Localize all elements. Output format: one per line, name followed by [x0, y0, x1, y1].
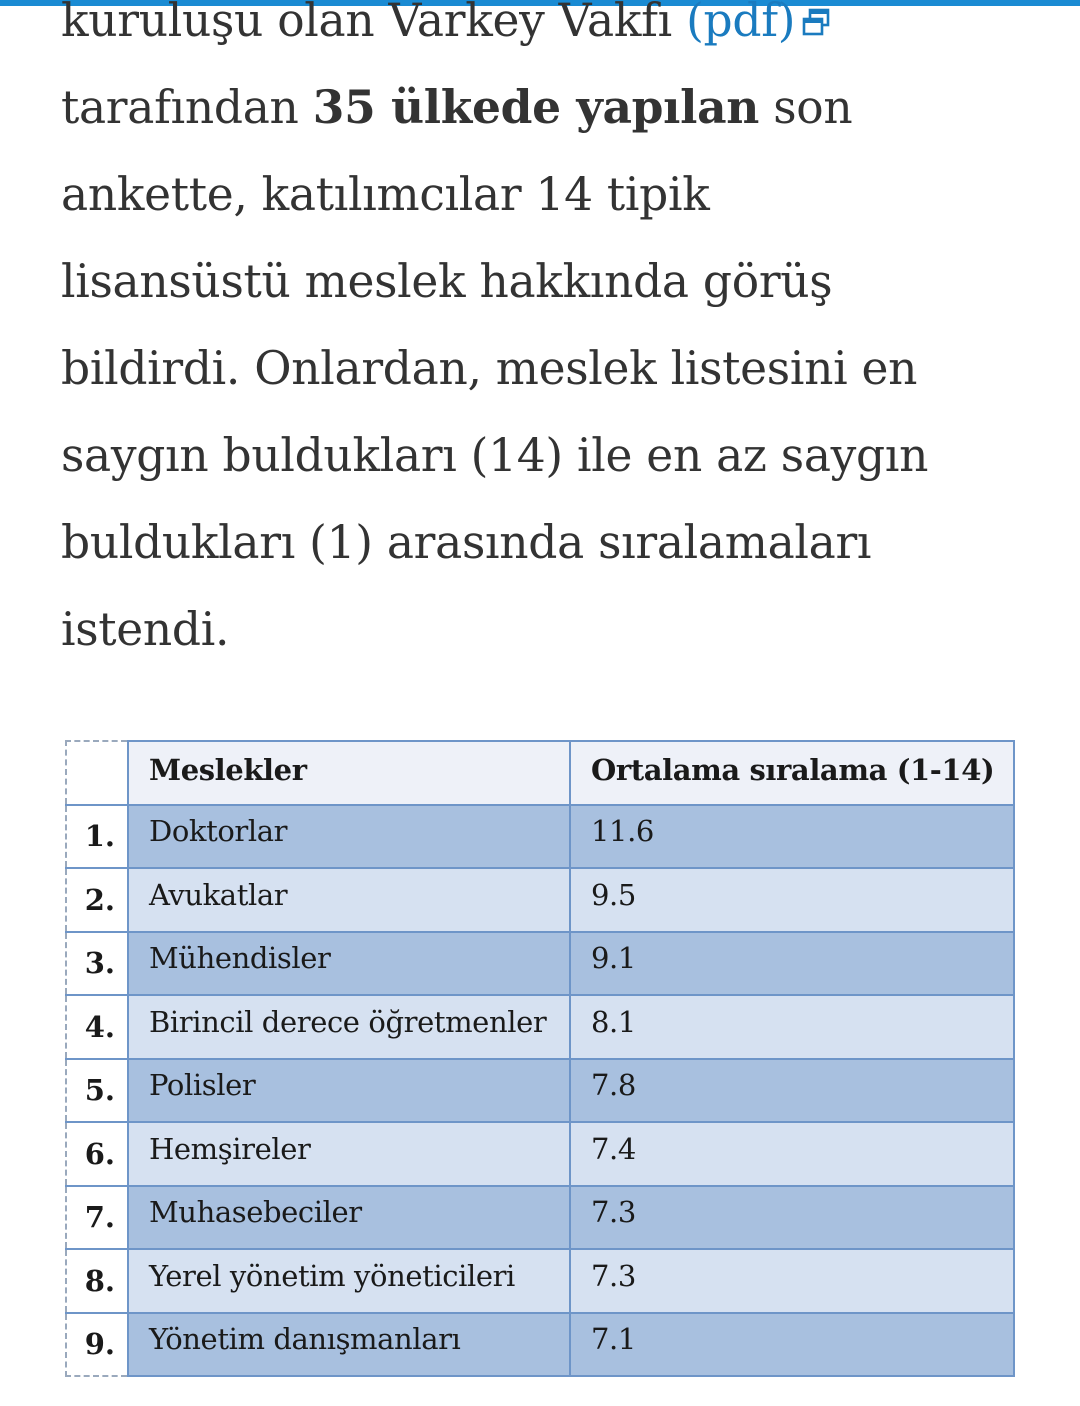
article-text-line-6: saygın buldukları (14) ile en az saygın [61, 429, 929, 482]
pdf-link-label: (pdf) [686, 0, 796, 47]
article-text-line-2-post: son [759, 81, 853, 134]
row-profession: Muhasebeciler [128, 1186, 570, 1250]
row-profession: Doktorlar [128, 805, 570, 869]
article-paragraph [61, 0, 1051, 673]
header-profession: Meslekler [128, 741, 570, 805]
row-number: 6. [66, 1122, 128, 1186]
row-average-rank: 9.1 [570, 932, 1014, 996]
table-row [66, 932, 1014, 996]
article-body [61, 0, 1051, 673]
pdf-link[interactable] [686, 0, 831, 47]
profession-ranking-image[interactable] [65, 740, 1013, 1377]
external-link-icon [801, 7, 831, 37]
table-header-row [66, 741, 1014, 805]
row-average-rank: 11.6 [570, 805, 1014, 869]
header-average-rank: Ortalama sıralama (1-14) [570, 741, 1014, 805]
row-profession: Polisler [128, 1059, 570, 1123]
row-profession: Avukatlar [128, 868, 570, 932]
row-number: 1. [66, 805, 128, 869]
row-profession: Yönetim danışmanları [128, 1313, 570, 1377]
row-average-rank: 7.8 [570, 1059, 1014, 1123]
row-number: 9. [66, 1313, 128, 1377]
row-profession: Birincil derece öğretmenler [128, 995, 570, 1059]
article-text-line-1: kuruluşu olan Varkey Vakfı [61, 0, 687, 47]
article-text-line-5: bildirdi. Onlardan, meslek listesini en [61, 342, 918, 395]
header-number-cell [66, 741, 128, 805]
table-row [66, 1122, 1014, 1186]
article-text-line-2-pre: tarafından [61, 81, 313, 134]
table-row [66, 1186, 1014, 1250]
table-row [66, 868, 1014, 932]
row-average-rank: 8.1 [570, 995, 1014, 1059]
row-profession: Mühendisler [128, 932, 570, 996]
table-row [66, 805, 1014, 869]
article-text-line-8: istendi. [61, 603, 230, 656]
row-average-rank: 9.5 [570, 868, 1014, 932]
row-number: 4. [66, 995, 128, 1059]
table-row [66, 1059, 1014, 1123]
row-number: 7. [66, 1186, 128, 1250]
table-row [66, 1249, 1014, 1313]
article-text-line-4: lisansüstü meslek hakkında görüş [61, 255, 833, 308]
row-number: 8. [66, 1249, 128, 1313]
profession-ranking-table [65, 740, 1015, 1377]
row-average-rank: 7.1 [570, 1313, 1014, 1377]
table-row [66, 1313, 1014, 1377]
row-average-rank: 7.3 [570, 1249, 1014, 1313]
row-number: 5. [66, 1059, 128, 1123]
row-average-rank: 7.3 [570, 1186, 1014, 1250]
table-row [66, 995, 1014, 1059]
article-text-line-7: buldukları (1) arasında sıralamaları [61, 516, 872, 569]
row-profession: Yerel yönetim yöneticileri [128, 1249, 570, 1313]
article-bold-phrase: 35 ülkede yapılan [312, 80, 760, 134]
table-body [66, 805, 1014, 1377]
row-number: 3. [66, 932, 128, 996]
row-profession: Hemşireler [128, 1122, 570, 1186]
article-text-line-3: ankette, katılımcılar 14 tipik [61, 168, 710, 221]
row-average-rank: 7.4 [570, 1122, 1014, 1186]
row-number: 2. [66, 868, 128, 932]
